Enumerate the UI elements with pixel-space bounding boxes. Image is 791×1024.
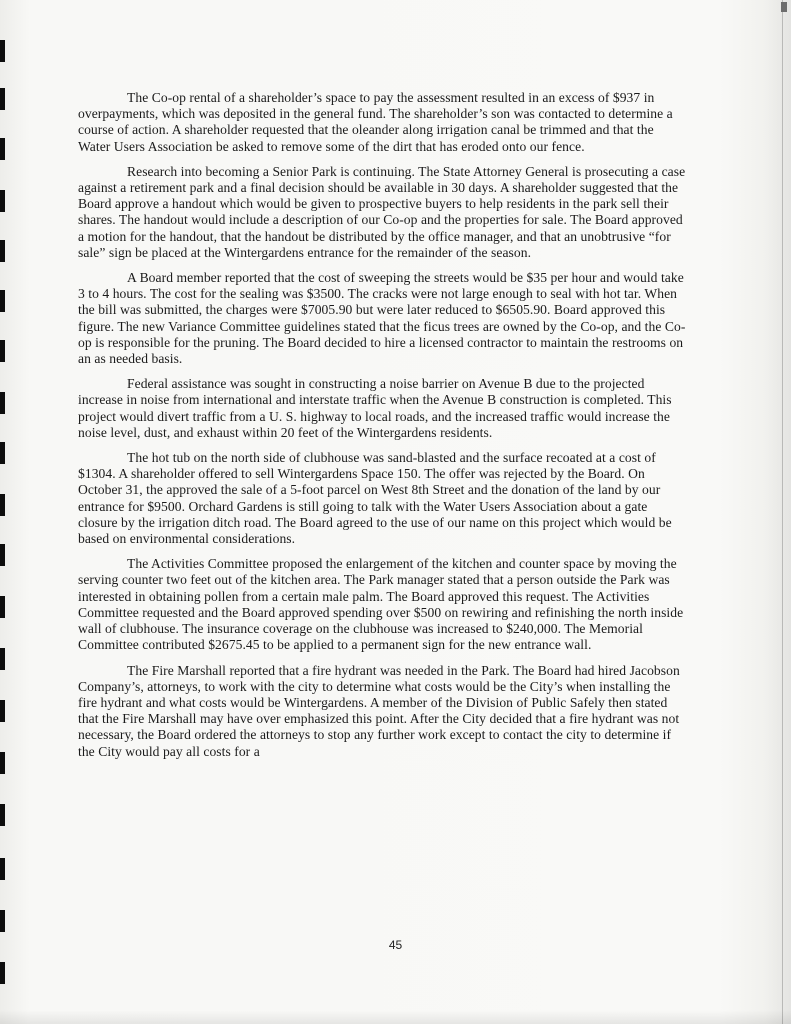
binding-hole-mark: [0, 340, 5, 362]
binding-hole-mark: [0, 442, 5, 464]
binding-hole-mark: [0, 648, 5, 670]
binding-hole-mark: [0, 290, 5, 312]
binding-hole-mark: [0, 858, 5, 880]
binding-hole-mark: [0, 190, 5, 212]
binding-hole-mark: [0, 88, 5, 110]
binding-hole-mark: [0, 240, 5, 262]
binding-hole-mark: [0, 910, 5, 932]
binding-hole-mark: [0, 752, 5, 774]
paragraph: A Board member reported that the cost of sweeping the streets would be $35 per hour and would take 3 to 4 hours. The cost for the sealing was $3500. The cracks were not large enough to seal with hot tar. When the bill was submitted, the charges were $7005.90 but were later reduced to $6505.90. Board approved this figure. The new Variance Committee guidelines stated that the ficus trees are owned by the Co-op, and the Co-op is responsible for the pruning. The Board decided to hire a licensed contractor to maintain the restrooms on an as needed basis.: [78, 270, 686, 367]
binding-hole-mark: [0, 596, 5, 618]
binding-hole-mark: [0, 804, 5, 826]
page-bottom-shadow: [0, 1010, 791, 1024]
page-number: 45: [388, 938, 403, 952]
binding-hole-mark: [0, 962, 5, 984]
paragraph: Federal assistance was sought in constructing a noise barrier on Avenue B due to the projected increase in noise from international and interstate traffic when the Avenue B construction is completed. This project would divert traffic from a U. S. highway to local roads, and the increased traffic would increase the noise level, dust, and exhaust within 20 feet of the Wintergardens residents.: [78, 376, 672, 440]
binding-hole-mark: [0, 700, 5, 722]
document-body: [78, 90, 686, 769]
binding-hole-mark: [0, 392, 5, 414]
binding-hole-mark: [0, 494, 5, 516]
binding-hole-mark: [0, 40, 5, 62]
paragraph: The hot tub on the north side of clubhouse was sand-blasted and the surface recoated at a cost of $1304. A shareholder offered to sell Wintergardens Space 150. The offer was rejected by the Board. On October 31, the approved the sale of a 5-foot parcel on West 8th Street and the donation of the land by our entrance for $9500. Orchard Gardens is still going to talk with the Water Users Association about a gate closure by the irrigation ditch road. The Board agreed to the use of our name on this project which would be based on environmental considerations.: [78, 450, 672, 547]
paragraph: The Fire Marshall reported that a fire hydrant was needed in the Park. The Board had hired Jacobson Company’s, attorneys, to work with the city to determine what costs would be the City’s when installing the fire hydrant and what costs would be Wintergardens. A member of the Division of Public Safely then stated that the Fire Marshall may have over emphasized this point. After the City decided that a fire hydrant was not necessary, the Board ordered the attorneys to stop any further work except to contact the city to determine if the City would pay all costs for a: [78, 662, 680, 759]
paragraph: The Activities Committee proposed the enlargement of the kitchen and counter space by moving the serving counter two feet out of the kitchen area. The Park manager stated that a person outside the Park was interested in obtaining pollen from a certain male palm. The Board approved this request. The Activities Committee requested and the Board approved spending over $500 on rewiring and refinishing the north inside wall of clubhouse. The insurance coverage on the clubhouse was increased to $240,000. The Memorial Committee contributed $2675.45 to be applied to a permanent sign for the new entrance wall.: [78, 556, 684, 653]
page-edge: [782, 0, 783, 1024]
corner-scan-mark: [781, 2, 787, 12]
paragraph: Research into becoming a Senior Park is continuing. The State Attorney General is prosecuting a case against a retirement park and a final decision should be available in 30 days. A shareholder suggested that the Board approve a handout which would be given to prospective buyers to help residents in the park sell their shares. The handout would include a description of our Co-op and the properties for sale. The Board approved a motion for the handout, that the handout be distributed by the office manager, and that an unobtrusive “for sale” sign be placed at the Wintergardens entrance for the remainder of the season.: [78, 163, 686, 260]
paragraph: The Co-op rental of a shareholder’s space to pay the assessment resulted in an excess of $937 in overpayments, which was deposited in the general fund. The shareholder’s son was contacted to determine a course of action. A shareholder requested that the oleander along irrigation canal be trimmed and that the Water Users Association be asked to remove some of the dirt that has eroded onto our fence.: [78, 90, 673, 154]
binding-hole-mark: [0, 544, 5, 566]
binding-hole-mark: [0, 138, 5, 160]
